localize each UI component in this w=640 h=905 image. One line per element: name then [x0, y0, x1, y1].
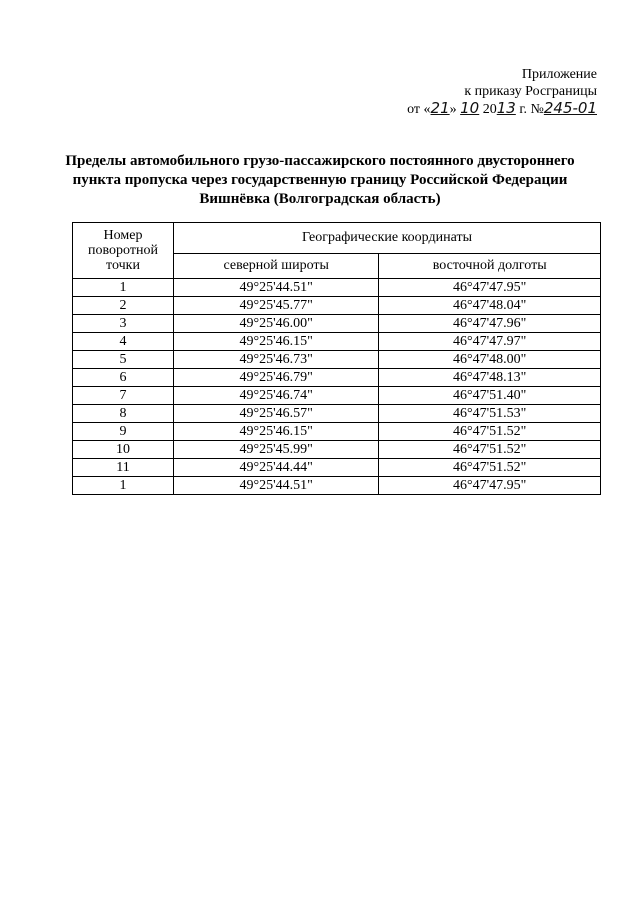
longitude-cell: 46°47'51.52" — [379, 459, 601, 477]
table-row — [73, 279, 601, 297]
table-row — [73, 387, 601, 405]
latitude-cell: 49°25'44.51" — [174, 279, 379, 297]
longitude-cell: 46°47'48.04" — [379, 297, 601, 315]
point-number-cell: 7 — [73, 387, 174, 405]
point-number-cell: 10 — [73, 441, 174, 459]
longitude-cell: 46°47'47.95" — [379, 279, 601, 297]
point-number-cell: 4 — [73, 333, 174, 351]
longitude-cell: 46°47'48.00" — [379, 351, 601, 369]
table-row — [73, 423, 601, 441]
latitude-cell: 49°25'46.74" — [174, 387, 379, 405]
table-body — [73, 279, 601, 495]
year-unit: г. № — [519, 102, 544, 117]
latitude-cell: 49°25'46.79" — [174, 369, 379, 387]
handwritten-order-number: 245-01 — [543, 99, 597, 117]
point-number-cell: 1 — [73, 477, 174, 495]
point-number-cell: 3 — [73, 315, 174, 333]
header-point-number: Номер поворотной точки — [73, 223, 174, 279]
latitude-cell: 49°25'44.44" — [174, 459, 379, 477]
latitude-cell: 49°25'46.15" — [174, 423, 379, 441]
table-row — [73, 369, 601, 387]
longitude-cell: 46°47'47.97" — [379, 333, 601, 351]
point-number-cell: 8 — [73, 405, 174, 423]
date-prefix: от « — [407, 102, 431, 117]
point-number-cell: 11 — [73, 459, 174, 477]
title-line-2: пункта пропуска через государственную границу Российской Федерации — [72, 172, 568, 188]
header-latitude: северной широты — [174, 254, 379, 279]
header-longitude: восточной долготы — [379, 254, 601, 279]
point-number-cell: 2 — [73, 297, 174, 315]
table-row — [73, 297, 601, 315]
longitude-cell: 46°47'47.96" — [379, 315, 601, 333]
point-number-cell: 5 — [73, 351, 174, 369]
table-row — [73, 459, 601, 477]
document-title — [40, 152, 600, 209]
year-prefix: 20 — [482, 102, 497, 117]
longitude-cell: 46°47'51.53" — [379, 405, 601, 423]
point-number-cell: 1 — [73, 279, 174, 297]
point-number-cell: 9 — [73, 423, 174, 441]
appendix-date-line — [367, 100, 597, 118]
table-row — [73, 441, 601, 459]
latitude-cell: 49°25'44.51" — [174, 477, 379, 495]
handwritten-day: 21 — [430, 99, 450, 117]
title-line-3: Вишнёвка (Волгоградская область) — [199, 191, 441, 207]
latitude-cell: 49°25'46.00" — [174, 315, 379, 333]
table-row — [73, 315, 601, 333]
table-row — [73, 333, 601, 351]
date-mid: » — [449, 102, 457, 117]
latitude-cell: 49°25'46.15" — [174, 333, 379, 351]
longitude-cell: 46°47'51.52" — [379, 441, 601, 459]
latitude-cell: 49°25'45.99" — [174, 441, 379, 459]
table-row — [73, 477, 601, 495]
coordinates-table — [72, 222, 601, 495]
title-line-1: Пределы автомобильного грузо-пассажирского постоянного двустороннего — [65, 153, 575, 169]
longitude-cell: 46°47'51.52" — [379, 423, 601, 441]
appendix-label: Приложение — [521, 67, 597, 82]
point-number-cell: 6 — [73, 369, 174, 387]
longitude-cell: 46°47'51.40" — [379, 387, 601, 405]
table-row — [73, 351, 601, 369]
latitude-cell: 49°25'46.57" — [174, 405, 379, 423]
header-geo-coords: Географические координаты — [174, 223, 601, 254]
longitude-cell: 46°47'47.95" — [379, 477, 601, 495]
latitude-cell: 49°25'45.77" — [174, 297, 379, 315]
latitude-cell: 49°25'46.73" — [174, 351, 379, 369]
appendix-block — [367, 66, 597, 118]
handwritten-year: 13 — [496, 99, 516, 117]
appendix-order-ref: к приказу Росграницы — [464, 84, 597, 99]
table-row — [73, 405, 601, 423]
handwritten-month: 10 — [460, 99, 480, 117]
longitude-cell: 46°47'48.13" — [379, 369, 601, 387]
